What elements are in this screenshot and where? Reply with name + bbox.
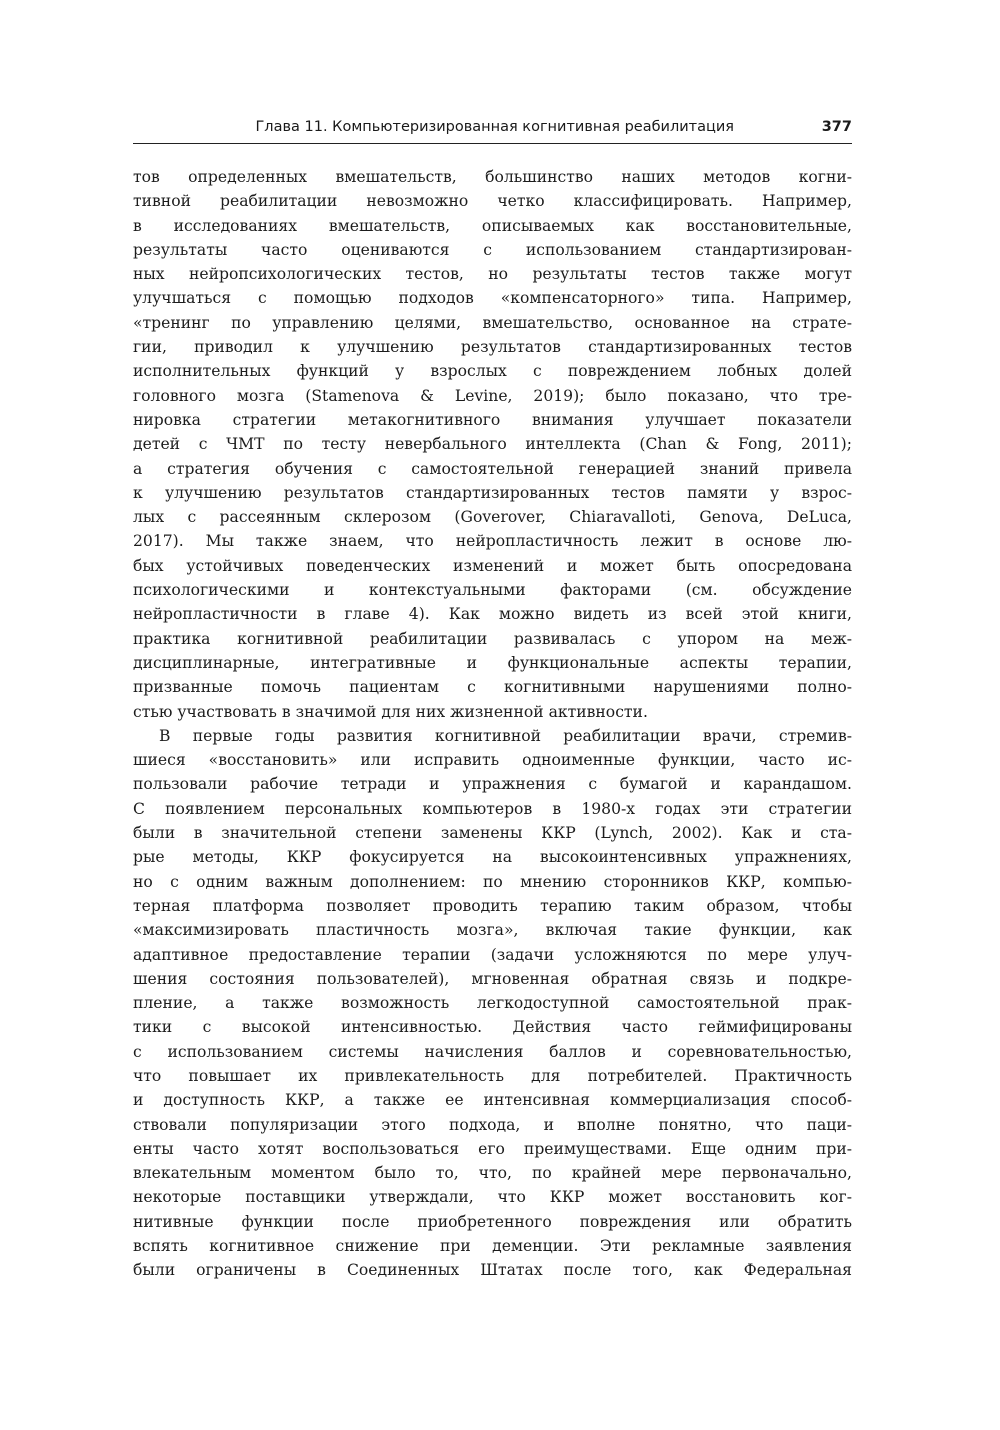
text-line: детей с ЧМТ по тесту невербального интеллекта (Chan & Fong, 2011); xyxy=(133,435,852,454)
text-line: терная платформа позволяет проводить терапию таким образом, чтобы xyxy=(133,896,852,915)
text-line: нитивные функции после приобретенного повреждения или обратить xyxy=(133,1212,852,1231)
text-line: пользовали рабочие тетради и упражнения с бумагой и карандашом. xyxy=(133,775,852,794)
text-line: «тренинг по управлению целями, вмешательство, основанное на страте- xyxy=(133,313,852,332)
text-line: адаптивное предоставление терапии (задачи усложняются по мере улуч- xyxy=(133,945,852,964)
text-line: ных нейропсихологических тестов, но результаты тестов также могут xyxy=(133,265,852,284)
page-number: 377 xyxy=(821,119,852,135)
text-line: и доступность ККР, а также ее интенсивная коммерциализация способ- xyxy=(133,1091,852,1110)
text-line: головного мозга (Stamenova & Levine, 2019); было показано, что тре- xyxy=(133,386,852,405)
text-line: «максимизировать пластичность мозга», включая такие функции, как xyxy=(133,921,852,940)
text-line: стью участвовать в значимой для них жизненной активности. xyxy=(133,702,648,721)
text-line: исполнительных функций у взрослых с повреждением лобных долей xyxy=(133,362,852,381)
text-line: что повышает их привлекательность для потребителей. Практичность xyxy=(133,1066,852,1085)
text-line: с использованием системы начисления баллов и соревновательностью, xyxy=(133,1042,852,1061)
text-line: В первые годы развития когнитивной реабилитации врачи, стремив- xyxy=(159,726,852,745)
text-line: были в значительной степени заменены ККР (Lynch, 2002). Как и ста- xyxy=(133,824,852,843)
text-line: гии, приводил к улучшению результатов стандартизированных тестов xyxy=(133,338,852,357)
text-line: вспять когнитивное снижение при деменции. Эти рекламные заявления xyxy=(133,1237,852,1256)
text-line: улучшаться с помощью подходов «компенсаторного» типа. Например, xyxy=(133,289,852,308)
text-line: рые методы, ККР фокусируется на высокоинтенсивных упражнениях, xyxy=(133,848,852,867)
text-line: тики с высокой интенсивностью. Действия часто геймифицированы xyxy=(133,1018,852,1037)
text-line: тивной реабилитации невозможно четко классифицировать. Например, xyxy=(133,192,852,211)
text-line: призванные помочь пациентам с когнитивными нарушениями полно- xyxy=(133,678,852,697)
chapter-title: Глава 11. Компьютеризированная когнитивная реабилитация xyxy=(255,119,734,135)
text-line: тов определенных вмешательств, большинство наших методов когни- xyxy=(133,168,852,186)
text-line: С появлением персональных компьютеров в 1980-х годах эти стратегии xyxy=(133,799,852,818)
text-line: но с одним важным дополнением: по мнению сторонников ККР, компью- xyxy=(133,872,852,891)
running-header xyxy=(133,113,852,144)
text-line: енты часто хотят воспользоваться его преимуществами. Еще одним при- xyxy=(133,1139,852,1158)
text-line: к улучшению результатов стандартизированных тестов памяти у взрос- xyxy=(133,483,852,502)
text-line: шиеся «восстановить» или исправить одноименные функции, часто ис- xyxy=(133,751,852,770)
text-line: лых с рассеянным склерозом (Goverover, Chiaravalloti, Genova, DeLuca, xyxy=(133,508,852,527)
text-line: пление, а также возможность легкодоступной самостоятельной прак- xyxy=(133,994,852,1013)
text-line: нейропластичности в главе 4). Как можно видеть из всей этой книги, xyxy=(133,605,852,624)
text-line: влекательным моментом было то, что, по крайней мере первоначально, xyxy=(133,1164,852,1183)
text-line: некоторые поставщики утверждали, что ККР может восстановить ког- xyxy=(133,1188,852,1207)
paragraph-1 xyxy=(133,165,852,724)
text-line: ствовали популяризации этого подхода, и вполне понятно, что паци- xyxy=(133,1115,852,1134)
text-line: бых устойчивых поведенческих изменений и может быть опосредована xyxy=(133,556,852,575)
text-line: результаты часто оцениваются с использованием стандартизирован- xyxy=(133,240,852,259)
text-line: дисциплинарные, интегративные и функциональные аспекты терапии, xyxy=(133,653,852,672)
paragraph-2 xyxy=(133,724,852,1283)
text-line: нировка стратегии метакогнитивного внимания улучшает показатели xyxy=(133,410,852,429)
text-line: психологическими и контекстуальными факторами (см. обсуждение xyxy=(133,581,852,600)
text-line: а стратегия обучения с самостоятельной генерацией знаний привела xyxy=(133,459,852,478)
body-text xyxy=(133,165,852,1283)
text-line: 2017). Мы также знаем, что нейропластичность лежит в основе лю- xyxy=(133,532,852,551)
text-line: практика когнитивной реабилитации развивалась с упором на меж- xyxy=(133,629,852,648)
text-line: в исследованиях вмешательств, описываемых как восстановительные, xyxy=(133,216,852,235)
text-line: были ограничены в Соединенных Штатах после того, как Федеральная xyxy=(133,1261,852,1280)
text-line: шения состояния пользователей), мгновенная обратная связь и подкре- xyxy=(133,969,852,988)
